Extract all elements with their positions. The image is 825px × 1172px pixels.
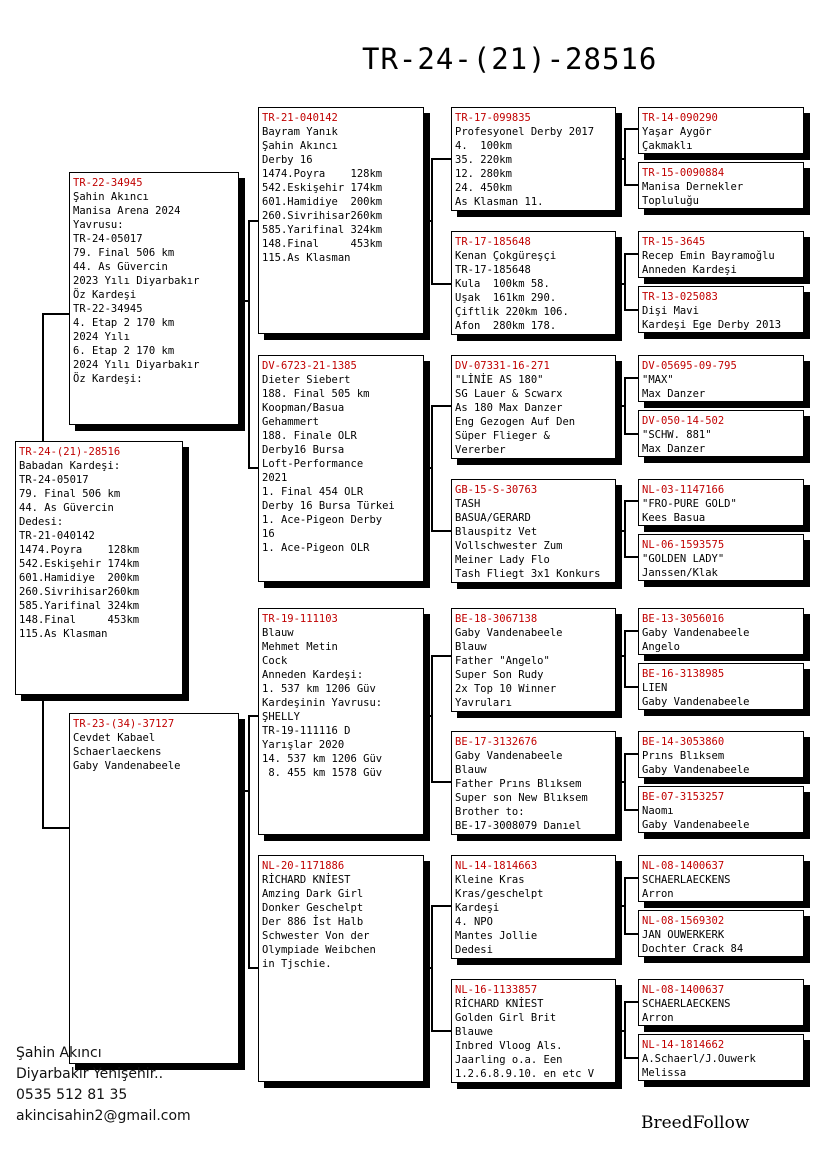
pedigree-line: 188. Final 505 km bbox=[262, 388, 370, 400]
ring-number: BE-07-3153257 bbox=[642, 791, 725, 803]
pedigree-line: Father "Angelo" bbox=[455, 655, 550, 667]
pedigree-card-gen5-10[interactable] bbox=[638, 663, 804, 710]
pedigree-card-gen4-2[interactable] bbox=[451, 231, 616, 335]
pedigree-line: 79. Final 506 km bbox=[73, 247, 175, 259]
ring-number: DV-6723-21-1385 bbox=[262, 360, 357, 372]
pedigree-line: Cock bbox=[262, 655, 288, 667]
connector-line bbox=[624, 933, 639, 935]
ring-number: TR-17-099835 bbox=[455, 112, 531, 124]
pedigree-card-gen5-5[interactable] bbox=[638, 355, 804, 402]
pedigree-line: "SCHW. 881" bbox=[642, 429, 712, 441]
brand-logo-text: BreedFollow bbox=[641, 1113, 750, 1133]
pedigree-line: Olympiade Weibchen bbox=[262, 944, 376, 956]
pedigree-line: 79. Final 506 km bbox=[19, 488, 121, 500]
pedigree-line: Topluluğu bbox=[642, 195, 699, 207]
pedigree-line: JAN OUWERKERK bbox=[642, 929, 725, 941]
pedigree-line: 4. NPO bbox=[455, 916, 493, 928]
ring-number: TR-24-(21)-28516 bbox=[19, 446, 121, 458]
ring-number: BE-16-3138985 bbox=[642, 668, 725, 680]
pedigree-line: 2021 bbox=[262, 472, 288, 484]
ring-number: GB-15-S-30763 bbox=[455, 484, 538, 496]
connector-line bbox=[431, 1030, 452, 1032]
pedigree-line: 24. 450km bbox=[455, 182, 512, 194]
ring-number: NL-20-1171886 bbox=[262, 860, 345, 872]
pedigree-card-gen4-8[interactable] bbox=[451, 979, 616, 1083]
connector-line bbox=[431, 530, 452, 532]
pedigree-line: Tash Fliegt 3x1 Konkurs bbox=[455, 568, 601, 580]
pedigree-line: A.Schaerl/J.Ouwerk bbox=[642, 1053, 756, 1065]
pedigree-line: TR-24-05017 bbox=[73, 233, 143, 245]
pedigree-line: ŞHELLY bbox=[262, 711, 300, 723]
pedigree-line: Gaby Vandenabeele bbox=[642, 819, 750, 831]
pedigree-line: 1. 537 km 1206 Güv bbox=[262, 683, 376, 695]
pedigree-line: Öz Kardeşi bbox=[73, 289, 137, 301]
pedigree-line: Golden Girl Brit bbox=[455, 1012, 557, 1024]
owner-email[interactable]: akincisahin2@gmail.com bbox=[16, 1108, 191, 1124]
ring-number: BE-13-3056016 bbox=[642, 613, 725, 625]
pedigree-card-gen4-4[interactable] bbox=[451, 479, 616, 583]
pedigree-line: RİCHARD KNİEST bbox=[455, 998, 544, 1010]
ring-number: NL-08-1400637 bbox=[642, 860, 725, 872]
connector-line bbox=[624, 500, 639, 502]
pedigree-line: Angelo bbox=[642, 641, 680, 653]
pedigree-card-dam[interactable] bbox=[69, 713, 239, 1064]
pedigree-line: Kardeşi Ege Derby 2013 bbox=[642, 319, 782, 331]
pedigree-line: 1. Ace-Pigeon Derby bbox=[262, 514, 383, 526]
pedigree-line: Gaby Vandenabeele bbox=[455, 627, 563, 639]
connector-line bbox=[431, 405, 452, 407]
pedigree-line: "FRO-PURE GOLD" bbox=[642, 498, 737, 510]
pedigree-card-gen4-1[interactable] bbox=[451, 107, 616, 211]
connector-line bbox=[624, 128, 626, 185]
pedigree-line: Yavrusu: bbox=[73, 219, 124, 231]
connector-line bbox=[624, 377, 626, 434]
pedigree-line: 4. 100km bbox=[455, 140, 512, 152]
pedigree-line: Max Danzer bbox=[642, 388, 706, 400]
ring-number: NL-03-1147166 bbox=[642, 484, 725, 496]
pedigree-line: Dişi Mavi bbox=[642, 305, 699, 317]
connector-line bbox=[42, 313, 70, 315]
pedigree-line: Süper Flieger & bbox=[455, 430, 550, 442]
pedigree-card-gen4-6[interactable] bbox=[451, 731, 616, 835]
connector-line bbox=[624, 128, 639, 130]
ring-number: TR-19-111103 bbox=[262, 613, 338, 625]
pedigree-line: 6. Etap 2 170 km bbox=[73, 345, 175, 357]
pedigree-line: Koopman/Basua bbox=[262, 402, 345, 414]
pedigree-line: Dochter Crack 84 bbox=[642, 943, 744, 955]
pedigree-line: Dieter Siebert bbox=[262, 374, 351, 386]
ring-number: TR-15-0090884 bbox=[642, 167, 725, 179]
ring-number: NL-14-1814663 bbox=[455, 860, 538, 872]
pedigree-card-gen5-2[interactable] bbox=[638, 162, 804, 209]
pedigree-line: Gehammert bbox=[262, 416, 319, 428]
pedigree-line: As 180 Max Danzer bbox=[455, 402, 563, 414]
pedigree-line: Loft-Performance bbox=[262, 458, 364, 470]
pedigree-line: 2023 Yılı Diyarbakır bbox=[73, 275, 200, 287]
pedigree-line: Blauspitz Vet bbox=[455, 526, 538, 538]
pedigree-line: Kras/geschelpt bbox=[455, 888, 544, 900]
connector-line bbox=[624, 686, 639, 688]
pedigree-line: Bayram Yanık bbox=[262, 126, 338, 138]
connector-line bbox=[624, 753, 639, 755]
pedigree-line: Schwester Von der bbox=[262, 930, 370, 942]
pedigree-line: Naomı bbox=[642, 805, 674, 817]
owner-phone: 0535 512 81 35 bbox=[16, 1087, 128, 1103]
pedigree-line: Şahin Akıncı bbox=[262, 140, 338, 152]
pedigree-card-gen5-4[interactable] bbox=[638, 286, 804, 333]
pedigree-line: Gaby Vandenabeele bbox=[642, 696, 750, 708]
connector-line bbox=[624, 500, 626, 557]
pedigree-line: 260.Sivrihisar260km bbox=[262, 210, 383, 222]
pedigree-line: Der 886 İst Halb bbox=[262, 916, 364, 928]
pedigree-line: Vererber bbox=[455, 444, 506, 456]
pedigree-line: Meiner Lady Flo bbox=[455, 554, 550, 566]
ring-number: BE-17-3132676 bbox=[455, 736, 538, 748]
pedigree-line: Afon 280km 178. bbox=[455, 320, 557, 332]
pedigree-line: "GOLDEN LADY" bbox=[642, 553, 725, 565]
pedigree-line: 1.2.6.8.9.10. en etc V bbox=[455, 1068, 595, 1080]
pedigree-line: 1. Final 454 OLR bbox=[262, 486, 364, 498]
pedigree-card-gen5-9[interactable] bbox=[638, 608, 804, 655]
pedigree-line: Öz Kardeşi: bbox=[73, 373, 143, 385]
connector-line bbox=[624, 630, 639, 632]
pedigree-line: 4. Etap 2 170 km bbox=[73, 317, 175, 329]
pedigree-line: Amzing Dark Girl bbox=[262, 888, 364, 900]
connector-line bbox=[624, 877, 626, 934]
pedigree-card-gen5-7[interactable] bbox=[638, 479, 804, 526]
owner-location: Diyarbakır Yenişehir.. bbox=[16, 1066, 164, 1082]
connector-line bbox=[624, 1057, 639, 1059]
pedigree-card-gen4-7[interactable] bbox=[451, 855, 616, 959]
pedigree-line: 1474.Poyra 128km bbox=[262, 168, 383, 180]
pedigree-line: Brother to: bbox=[455, 806, 525, 818]
pedigree-line: Blauw bbox=[262, 627, 294, 639]
pedigree-line: Blauw bbox=[455, 641, 487, 653]
pedigree-line: Yarışlar 2020 bbox=[262, 739, 345, 751]
pedigree-line: Uşak 161km 290. bbox=[455, 292, 557, 304]
pedigree-line: 148.Final 453km bbox=[262, 238, 383, 250]
ring-number: DV-07331-16-271 bbox=[455, 360, 550, 372]
connector-line bbox=[431, 405, 433, 531]
connector-line bbox=[248, 220, 250, 468]
pedigree-line: 2024 Yılı Diyarbakır bbox=[73, 359, 200, 371]
pedigree-line: BE-17-3008079 Danıel bbox=[455, 820, 582, 832]
connector-line bbox=[42, 313, 44, 442]
pedigree-line: Manisa Dernekler bbox=[642, 181, 744, 193]
pedigree-line: Super Son Rudy bbox=[455, 669, 544, 681]
pedigree-line: 115.As Klasman bbox=[262, 252, 351, 264]
pedigree-line: Prıns Blıksem bbox=[642, 750, 725, 762]
pedigree-card-dam-sire[interactable] bbox=[258, 608, 424, 835]
pedigree-line: 188. Finale OLR bbox=[262, 430, 357, 442]
pedigree-card-subject[interactable] bbox=[15, 441, 183, 695]
pedigree-card-gen5-12[interactable] bbox=[638, 786, 804, 833]
pedigree-line: Vollschwester Zum bbox=[455, 540, 563, 552]
pedigree-line: SCHAERLAECKENS bbox=[642, 998, 731, 1010]
pedigree-line: SG Lauer & Scwarx bbox=[455, 388, 563, 400]
connector-line bbox=[624, 309, 639, 311]
connector-line bbox=[248, 715, 250, 968]
pedigree-line: Gaby Vandenabeele bbox=[642, 764, 750, 776]
pedigree-line: Blauw bbox=[455, 764, 487, 776]
ring-number: TR-22-34945 bbox=[73, 177, 143, 189]
pedigree-line: TR-24-05017 bbox=[19, 474, 89, 486]
pedigree-line: 601.Hamidiye 200km bbox=[262, 196, 383, 208]
pedigree-line: Melissa bbox=[642, 1067, 687, 1079]
pedigree-line: TR-19-111116 D bbox=[262, 725, 351, 737]
pedigree-line: Arron bbox=[642, 1012, 674, 1024]
pedigree-card-gen5-14[interactable] bbox=[638, 910, 804, 957]
pedigree-line: Dedesi bbox=[455, 944, 493, 956]
connector-line bbox=[42, 827, 70, 829]
pedigree-line: Inbred Vloog Als. bbox=[455, 1040, 563, 1052]
pedigree-line: Donker Geschelpt bbox=[262, 902, 364, 914]
pedigree-line: Yaşar Aygör bbox=[642, 126, 712, 138]
pedigree-card-sire-dam[interactable] bbox=[258, 355, 424, 582]
pedigree-line: Kees Basua bbox=[642, 512, 706, 524]
pedigree-card-gen5-8[interactable] bbox=[638, 534, 804, 581]
pedigree-card-gen4-3[interactable] bbox=[451, 355, 616, 459]
connector-line bbox=[431, 158, 452, 160]
connector-line bbox=[624, 433, 639, 435]
pedigree-line: 35. 220km bbox=[455, 154, 512, 166]
pedigree-line: 601.Hamidiye 200km bbox=[19, 572, 140, 584]
connector-line bbox=[431, 158, 433, 283]
pedigree-line: 44. As Güvercin bbox=[19, 502, 114, 514]
ring-number: BE-18-3067138 bbox=[455, 613, 538, 625]
pedigree-line: Super son New Blıksem bbox=[455, 792, 588, 804]
pedigree-card-gen5-16[interactable] bbox=[638, 1034, 804, 1081]
pedigree-line: TR-17-185648 bbox=[455, 264, 531, 276]
ring-number: TR-17-185648 bbox=[455, 236, 531, 248]
pedigree-line: 1474.Poyra 128km bbox=[19, 544, 140, 556]
pedigree-line: 115.As Klasman bbox=[19, 628, 108, 640]
pedigree-card-gen5-6[interactable] bbox=[638, 410, 804, 457]
pedigree-line: Blauwe bbox=[455, 1026, 493, 1038]
pedigree-line: Kardeşinin Yavrusu: bbox=[262, 697, 383, 709]
pedigree-line: Yavruları bbox=[455, 697, 512, 709]
connector-line bbox=[624, 377, 639, 379]
pedigree-line: 260.Sivrihisar260km bbox=[19, 586, 140, 598]
pedigree-line: 14. 537 km 1206 Güv bbox=[262, 753, 383, 765]
pedigree-line: 585.Yarifinal 324km bbox=[262, 224, 383, 236]
pedigree-line: Cevdet Kabael bbox=[73, 732, 156, 744]
pedigree-line: Anneden Kardeşi bbox=[642, 264, 737, 276]
pedigree-line: Arron bbox=[642, 888, 674, 900]
connector-line bbox=[624, 877, 639, 879]
connector-line bbox=[431, 905, 452, 907]
pedigree-line: Mehmet Metin bbox=[262, 641, 338, 653]
pedigree-line: 8. 455 km 1578 Güv bbox=[262, 767, 383, 779]
ring-number: TR-21-040142 bbox=[262, 112, 338, 124]
ring-number: NL-06-1593575 bbox=[642, 539, 725, 551]
pedigree-line: Dedesi: bbox=[19, 516, 64, 528]
pedigree-line: Çakmaklı bbox=[642, 140, 693, 152]
pedigree-line: As Klasman 11. bbox=[455, 196, 544, 208]
pedigree-line: 16 bbox=[262, 528, 275, 540]
pedigree-line: Max Danzer bbox=[642, 443, 706, 455]
pedigree-line: TASH bbox=[455, 498, 481, 510]
connector-line bbox=[431, 781, 452, 783]
pedigree-card-gen5-13[interactable] bbox=[638, 855, 804, 902]
pedigree-card-gen5-1[interactable] bbox=[638, 107, 804, 154]
connector-line bbox=[431, 905, 433, 1031]
pedigree-line: 542.Eskişehir 174km bbox=[262, 182, 383, 194]
ring-number: TR-14-090290 bbox=[642, 112, 718, 124]
pedigree-line: 44. As Güvercin bbox=[73, 261, 168, 273]
pedigree-line: Gaby Vandenabeele bbox=[455, 750, 563, 762]
connector-line bbox=[624, 630, 626, 687]
connector-line bbox=[624, 556, 639, 558]
pedigree-line: Manisa Arena 2024 bbox=[73, 205, 181, 217]
pedigree-line: SCHAERLAECKENS bbox=[642, 874, 731, 886]
ring-number: TR-15-3645 bbox=[642, 236, 706, 248]
pedigree-line: Babadan Kardeşi: bbox=[19, 460, 121, 472]
pedigree-card-gen4-5[interactable] bbox=[451, 608, 616, 712]
pedigree-line: Kleine Kras bbox=[455, 874, 525, 886]
connector-line bbox=[431, 655, 433, 782]
pedigree-card-sire-sire[interactable] bbox=[258, 107, 424, 334]
pedigree-line: 1. Ace-Pigeon OLR bbox=[262, 542, 370, 554]
owner-name: Şahin Akıncı bbox=[16, 1045, 102, 1061]
ring-number: NL-08-1400637 bbox=[642, 984, 725, 996]
pedigree-line: Gaby Vandenabeele bbox=[73, 760, 181, 772]
connector-line bbox=[431, 655, 452, 657]
pedigree-line: RİCHARD KNİEST bbox=[262, 874, 351, 886]
pedigree-line: TR-22-34945 bbox=[73, 303, 143, 315]
pedigree-line: Kula 100km 58. bbox=[455, 278, 550, 290]
pedigree-card-dam-dam[interactable] bbox=[258, 855, 424, 1082]
pedigree-line: Father Prıns Blıksem bbox=[455, 778, 582, 790]
pedigree-line: 2x Top 10 Winner bbox=[455, 683, 557, 695]
pedigree-line: Profesyonel Derby 2017 bbox=[455, 126, 595, 138]
pedigree-line: Schaerlaeckens bbox=[73, 746, 162, 758]
ring-number: BE-14-3053860 bbox=[642, 736, 725, 748]
pedigree-line: Çiftlik 220km 106. bbox=[455, 306, 569, 318]
ring-number: NL-14-1814662 bbox=[642, 1039, 725, 1051]
ring-number: NL-08-1569302 bbox=[642, 915, 725, 927]
connector-line bbox=[42, 695, 44, 828]
pedigree-line: "MAX" bbox=[642, 374, 674, 386]
pedigree-line: Şahin Akıncı bbox=[73, 191, 149, 203]
pedigree-line: 12. 280km bbox=[455, 168, 512, 180]
connector-line bbox=[624, 1001, 626, 1058]
pedigree-line: Mantes Jollie bbox=[455, 930, 538, 942]
pedigree-line: "LİNİE AS 180" bbox=[455, 374, 544, 386]
ring-number: DV-050-14-502 bbox=[642, 415, 725, 427]
pedigree-line: BASUA/GERARD bbox=[455, 512, 531, 524]
pedigree-line: Derby 16 Bursa Türkei bbox=[262, 500, 395, 512]
connector-line bbox=[431, 283, 452, 285]
connector-line bbox=[624, 184, 639, 186]
pedigree-card-gen5-15[interactable] bbox=[638, 979, 804, 1026]
pedigree-line: Gaby Vandenabeele bbox=[642, 627, 750, 639]
pedigree-card-gen5-3[interactable] bbox=[638, 231, 804, 278]
ring-number: NL-16-1133857 bbox=[455, 984, 538, 996]
pedigree-line: Jaarling o.a. Een bbox=[455, 1054, 563, 1066]
pedigree-line: 542.Eskişehir 174km bbox=[19, 558, 140, 570]
page-title: TR-24-(21)-28516 bbox=[362, 42, 658, 76]
pedigree-line: LIEN bbox=[642, 682, 668, 694]
pedigree-line: Janssen/Klak bbox=[642, 567, 718, 579]
pedigree-line: in Tjschie. bbox=[262, 958, 332, 970]
pedigree-card-sire[interactable] bbox=[69, 172, 239, 425]
pedigree-card-gen5-11[interactable] bbox=[638, 731, 804, 778]
pedigree-line: Anneden Kardeşi: bbox=[262, 669, 364, 681]
connector-line bbox=[624, 1001, 639, 1003]
owner-contact bbox=[16, 1043, 191, 1127]
connector-line bbox=[624, 753, 626, 810]
ring-number: DV-05695-09-795 bbox=[642, 360, 737, 372]
ring-number: TR-13-025083 bbox=[642, 291, 718, 303]
pedigree-line: 2024 Yılı bbox=[73, 331, 130, 343]
pedigree-line: Kenan Çokgüreşçi bbox=[455, 250, 557, 262]
pedigree-line: Recep Emin Bayramoğlu bbox=[642, 250, 775, 262]
pedigree-line: Kardeşi bbox=[455, 902, 500, 914]
pedigree-line: Derby16 Bursa bbox=[262, 444, 345, 456]
connector-line bbox=[624, 253, 639, 255]
pedigree-line: Derby 16 bbox=[262, 154, 313, 166]
ring-number: TR-23-(34)-37127 bbox=[73, 718, 175, 730]
connector-line bbox=[624, 809, 639, 811]
connector-line bbox=[624, 253, 626, 310]
pedigree-line: 585.Yarifinal 324km bbox=[19, 600, 140, 612]
pedigree-line: TR-21-040142 bbox=[19, 530, 95, 542]
pedigree-line: Eng Gezogen Auf Den bbox=[455, 416, 576, 428]
pedigree-line: 148.Final 453km bbox=[19, 614, 140, 626]
